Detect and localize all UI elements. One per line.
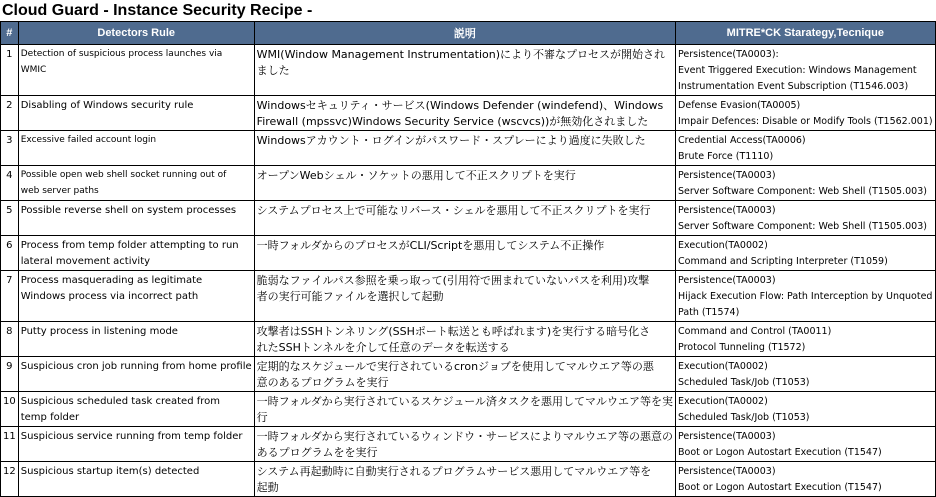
mitre-technique-line: Persistence(TA0003)	[678, 275, 776, 286]
detector-rule	[18, 357, 254, 392]
description	[254, 322, 675, 357]
detector-rule	[18, 392, 254, 427]
page-title: Cloud Guard - Instance Security Recipe -	[2, 2, 313, 19]
mitre-technique	[676, 271, 936, 322]
row-number: 11	[1, 427, 19, 462]
table-row	[1, 201, 936, 236]
description-line: れたSSHトンネルを介して任意のデータを転送する	[256, 341, 510, 354]
description-line: 者の実行可能ファイルを選択して起動	[256, 290, 444, 303]
detector-rule-line: WMIC	[20, 64, 47, 75]
detector-rule	[18, 201, 254, 236]
description	[254, 271, 675, 322]
mitre-technique-line: Execution(TA0002)	[678, 240, 768, 251]
detector-rule	[18, 96, 254, 131]
detector-rule-line: Process masquerading as legitimate	[20, 275, 203, 286]
table-row	[1, 357, 936, 392]
mitre-technique	[676, 96, 936, 131]
table-row	[1, 131, 936, 166]
mitre-technique	[676, 462, 936, 497]
row-number: 5	[1, 201, 19, 236]
mitre-technique-line: Path (T1574)	[678, 307, 740, 318]
row-number: 4	[1, 166, 19, 201]
detector-rule-line: lateral movement activity	[20, 255, 151, 267]
description-line: あるプログラムをを実行	[256, 446, 378, 459]
detector-rule-line: Suspicious service running from temp folder	[20, 431, 243, 442]
row-number: 9	[1, 357, 19, 392]
description-line: システム再起動時に自動実行されるプログラムサービス悪用してマルウエア等を	[256, 465, 652, 478]
detector-rule	[18, 236, 254, 271]
row-number: 2	[1, 96, 19, 131]
detector-rule-line: Suspicious startup item(s) detected	[20, 466, 200, 477]
detector-rule	[18, 322, 254, 357]
row-number: 12	[1, 462, 19, 497]
description-line: Windowsセキュリティ・サービス(Windows Defender (windefend)、Windows	[256, 99, 664, 112]
mitre-technique-line: Persistence(TA0003)	[678, 466, 776, 477]
detector-rule	[18, 131, 254, 166]
mitre-technique-line: Protocol Tunneling (T1572)	[678, 342, 806, 353]
description	[254, 45, 675, 96]
table-row	[1, 392, 936, 427]
description-line: 定期的なスケジュールで実行されているcronジョブを使用してマルウエア等の悪	[256, 360, 654, 373]
mitre-technique-line: Event Triggered Execution: Windows Management	[678, 65, 917, 76]
header-mitre: MITRE*CK Starategy,Tecnique	[676, 22, 936, 45]
detector-rule	[18, 166, 254, 201]
detector-rule	[18, 271, 254, 322]
mitre-technique	[676, 131, 936, 166]
detector-rule-line: Process from temp folder attempting to run	[20, 240, 239, 251]
description	[254, 357, 675, 392]
row-number: 6	[1, 236, 19, 271]
detector-rule-line: Windows process via incorrect path	[20, 290, 199, 302]
mitre-technique-line: Server Software Component: Web Shell (T1505.003)	[678, 221, 927, 232]
detector-rule-line: Putty process in listening mode	[20, 326, 178, 337]
mitre-technique-line: Boot or Logon Autostart Execution (T1547)	[678, 447, 882, 458]
mitre-technique-line: Boot or Logon Autostart Execution (T1547)	[678, 482, 882, 493]
detector-rule-line: Detection of suspicious process launches via	[20, 49, 223, 59]
detector-rule	[18, 45, 254, 96]
table-row	[1, 96, 936, 131]
mitre-technique-line: Execution(TA0002)	[678, 361, 768, 372]
detector-rule	[18, 462, 254, 497]
table-row	[1, 166, 936, 201]
mitre-technique-line: Command and Scripting Interpreter (T1059)	[678, 256, 888, 267]
mitre-technique-line: Command and Control (TA0011)	[678, 326, 832, 337]
mitre-technique-line: Server Software Component: Web Shell (T1505.003)	[678, 186, 927, 197]
row-number: 8	[1, 322, 19, 357]
table-row	[1, 427, 936, 462]
description	[254, 392, 675, 427]
mitre-technique-line: Execution(TA0002)	[678, 396, 768, 407]
row-number: 1	[1, 45, 19, 96]
mitre-technique-line: Scheduled Task/Job (T1053)	[678, 412, 810, 423]
description-line: 一時フォルダからのプロセスがCLI/Scriptを悪用してシステム不正操作	[256, 239, 605, 252]
description-line: 行	[256, 411, 268, 424]
detector-rule-line: Disabling of Windows security rule	[20, 100, 194, 111]
header-num: #	[1, 22, 19, 45]
description-line: オープンWebシェル・ソケットの悪用して不正スクリプトを実行	[256, 169, 576, 182]
mitre-technique	[676, 322, 936, 357]
description-line: 脆弱なファイルパス参照を乗っ取って(引用符で囲まれていないパスを利用)攻撃	[256, 274, 650, 287]
mitre-technique-line: Persistence(TA0003)	[678, 205, 776, 216]
mitre-technique	[676, 427, 936, 462]
table-row	[1, 271, 936, 322]
mitre-technique-line: Hijack Execution Flow: Path Interception by Unquoted	[678, 291, 933, 302]
row-number: 3	[1, 131, 19, 166]
table-row	[1, 462, 936, 497]
description	[254, 462, 675, 497]
detector-rule-line: Excessive failed account login	[20, 135, 157, 145]
mitre-technique-line: Persistence(TA0003)	[678, 431, 776, 442]
detector-rule-line: Suspicious cron job running from home profile	[20, 361, 252, 372]
description-line: 起動	[256, 481, 279, 494]
description-line: 一時フォルダから実行されているスケジュール済タスクを悪用してマルウエア等を実	[256, 395, 674, 408]
mitre-technique-line: Defense Evasion(TA0005)	[678, 100, 801, 111]
mitre-technique-line: Scheduled Task/Job (T1053)	[678, 377, 810, 388]
description-line: ました	[256, 64, 290, 77]
row-number: 10	[1, 392, 19, 427]
description-line: Windowsアカウント・ログインがパスワード・スプレーにより過度に失敗した	[256, 134, 646, 147]
mitre-technique	[676, 201, 936, 236]
mitre-technique	[676, 392, 936, 427]
mitre-technique-line: Credential Access(TA0006)	[678, 135, 806, 146]
description-line: Firewall (mpssvc)Windows Security Service (wscvcs))が無効化されました	[256, 115, 649, 128]
description	[254, 427, 675, 462]
mitre-technique	[676, 45, 936, 96]
table-row	[1, 45, 936, 96]
mitre-technique-line: Persistence(TA0003)	[678, 170, 776, 181]
table-row	[1, 322, 936, 357]
mitre-technique-line: Instrumentation Event Subscription (T1546.003)	[678, 81, 909, 92]
detector-rule-line: temp folder	[20, 411, 80, 423]
description-line: WMI(Window Management Instrumentation)により不審なプロセスが開始され	[256, 48, 666, 61]
mitre-technique	[676, 357, 936, 392]
mitre-technique-line: Persistence(TA0003):	[678, 49, 779, 60]
description-line: 攻撃者はSSHトンネリング(SSHポート転送とも呼ばれます)を実行する暗号化さ	[256, 325, 651, 338]
description-line: 一時フォルダから実行されているウィンドウ・サービスによりマルウエア等の悪意の	[256, 430, 674, 443]
description	[254, 96, 675, 131]
description	[254, 236, 675, 271]
mitre-technique	[676, 236, 936, 271]
row-number: 7	[1, 271, 19, 322]
header-desc: 説明	[254, 22, 675, 45]
table-row	[1, 236, 936, 271]
recipe-table	[0, 21, 936, 497]
mitre-technique-line: Impair Defences: Disable or Modify Tools (T1562.001)	[678, 116, 933, 127]
description-line: 意のあるプログラムを実行	[256, 376, 389, 389]
header-rule: Detectors Rule	[18, 22, 254, 45]
mitre-technique	[676, 166, 936, 201]
detector-rule-line: Possible open web shell socket running out of	[20, 170, 227, 180]
header-row	[1, 22, 936, 45]
description-line: システムプロセス上で可能なリバース・シェルを悪用して不正スクリプトを実行	[256, 204, 651, 217]
description	[254, 166, 675, 201]
detector-rule-line: Possible reverse shell on system processes	[20, 205, 237, 216]
detector-rule	[18, 427, 254, 462]
detector-rule-line: web server paths	[20, 185, 99, 196]
description	[254, 131, 675, 166]
description	[254, 201, 675, 236]
detector-rule-line: Suspicious scheduled task created from	[20, 396, 220, 407]
mitre-technique-line: Brute Force (T1110)	[678, 151, 774, 162]
